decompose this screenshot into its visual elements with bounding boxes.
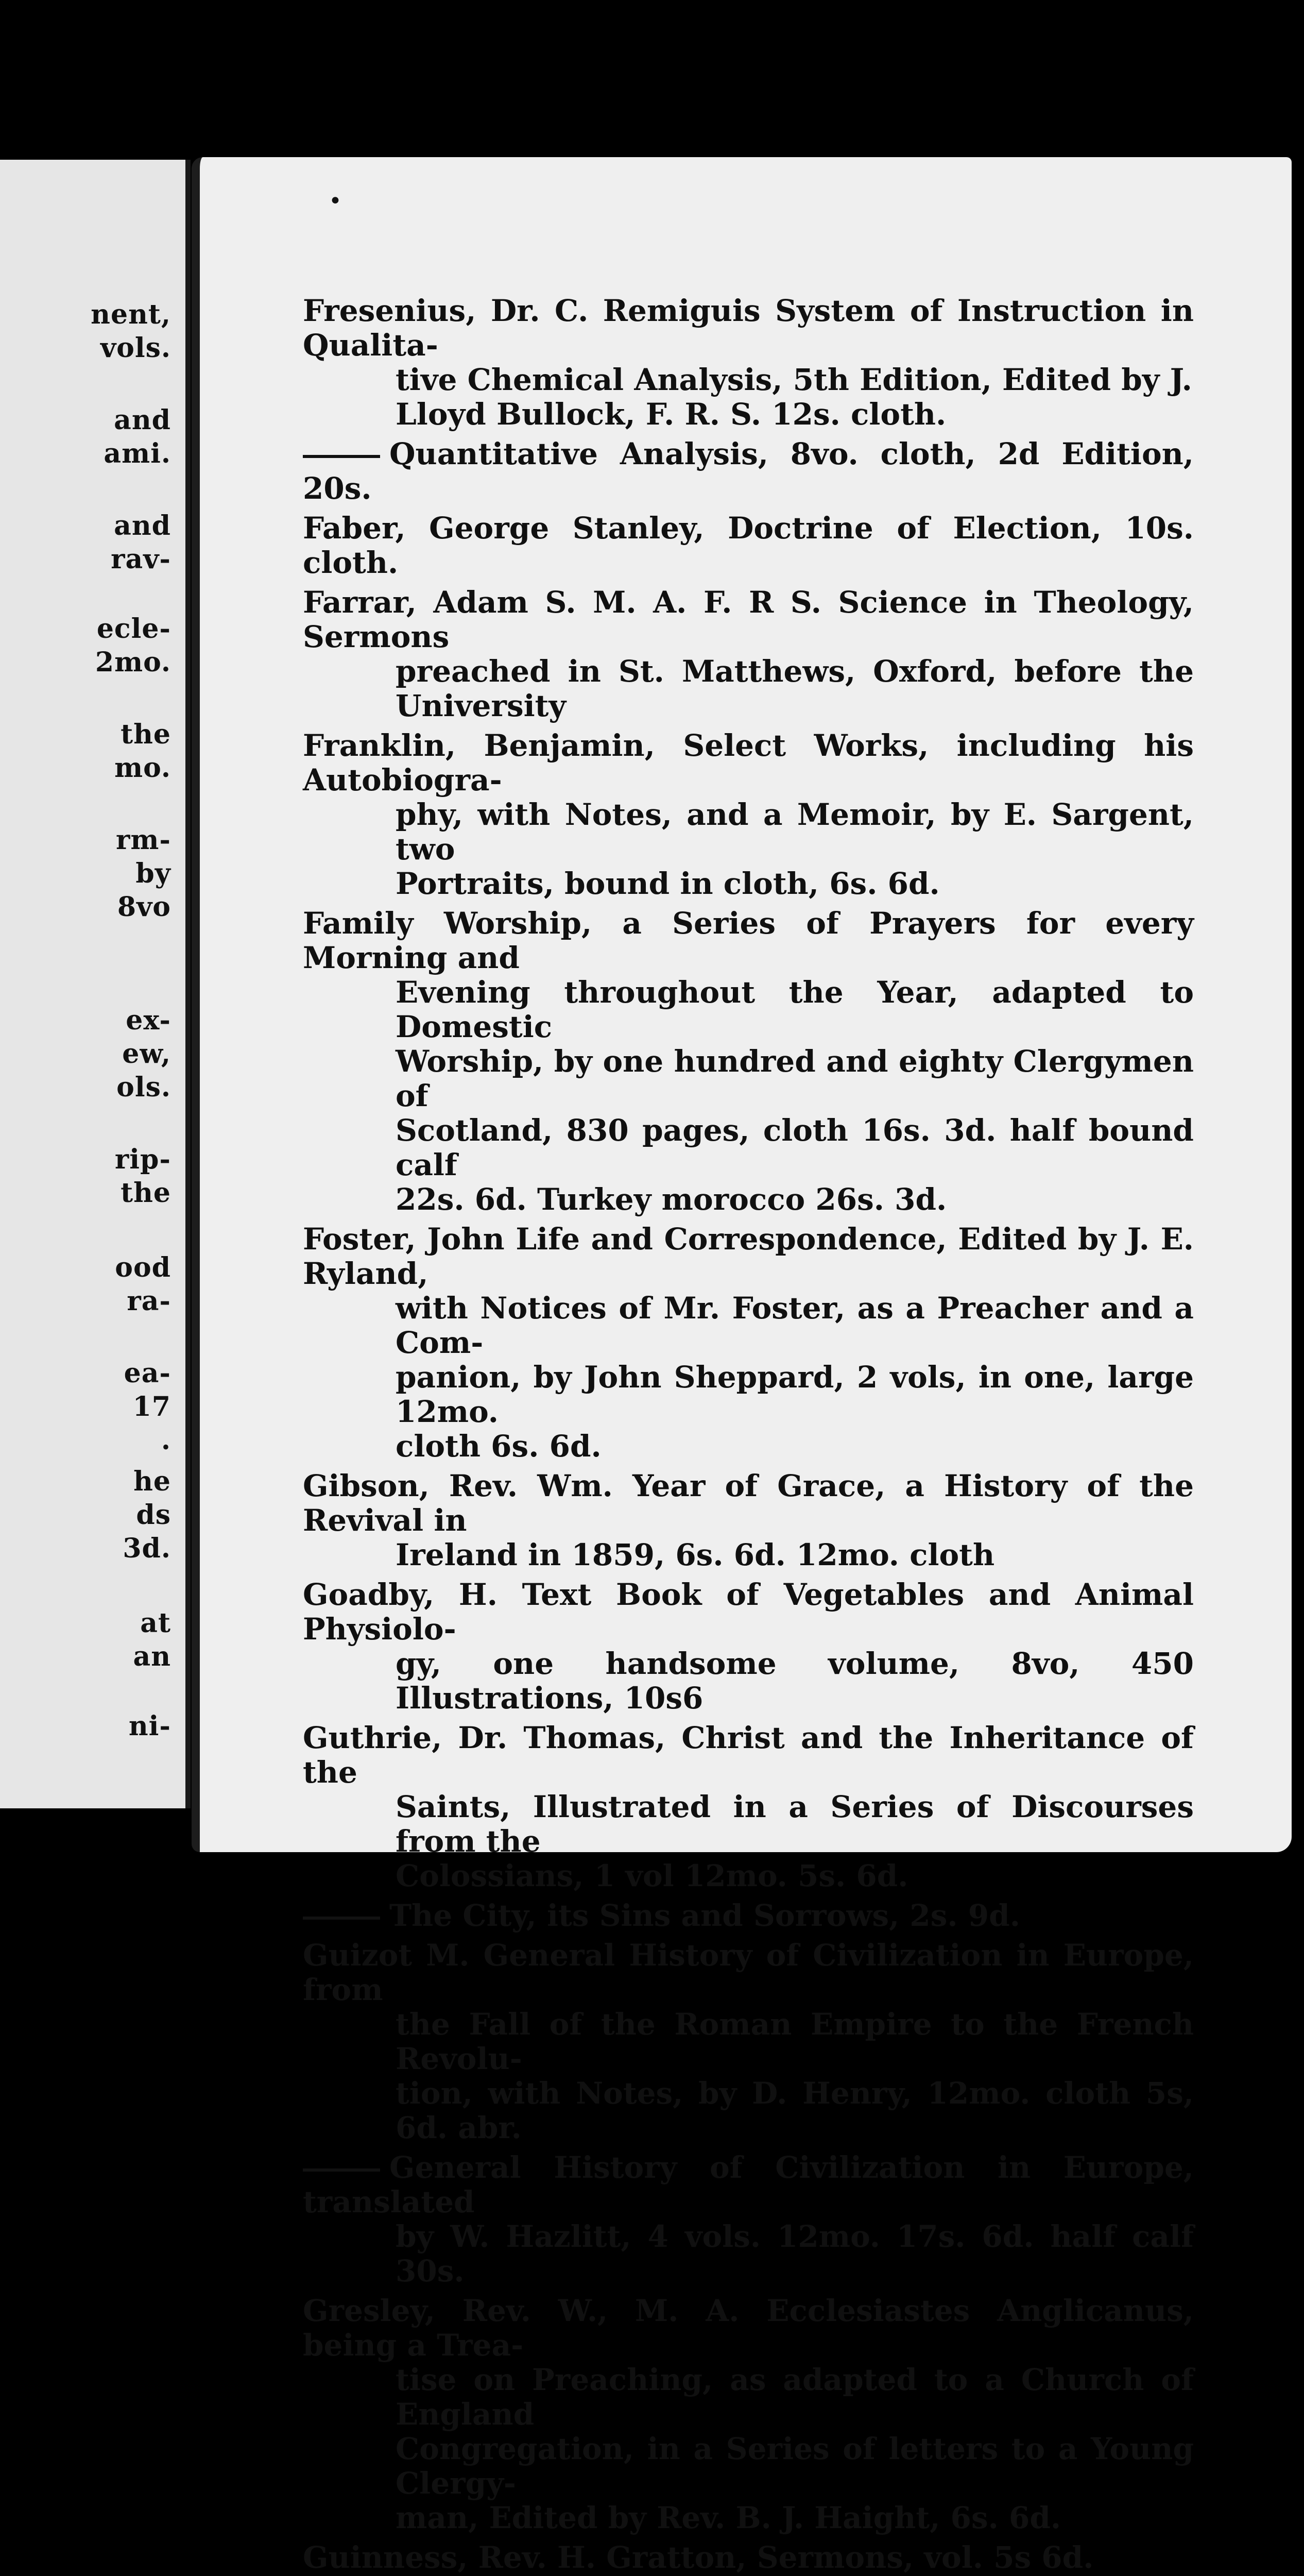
entry-continuation-line: Worship, by one hundred and eighty Clergymen of: [396, 1044, 1194, 1113]
entry-heading-line: [303, 585, 1194, 654]
entry-heading-text: Faber, George Stanley, Doctrine of Election, 10s. cloth.: [303, 511, 1194, 580]
left-page-text-fragment: 2mo.: [95, 647, 171, 678]
ditto-dash: [303, 2168, 380, 2172]
left-page-text-fragment: an: [133, 1641, 171, 1672]
left-page-text-fragment: ols.: [116, 1072, 171, 1103]
left-page-text-fragment: ea-: [124, 1358, 171, 1389]
entry-heading-line: [303, 906, 1194, 975]
entry-heading-text: Guinness, Rev. H. Gratton, Sermons, vol. 5s 6d.: [303, 2540, 1094, 2575]
entry-continuation-line: Congregation, in a Series of letters to a Young Clergy-: [396, 2431, 1194, 2501]
entry-continuation-line: tion, with Notes, by D. Henry, 12mo. cloth 5s, 6d. abr.: [396, 2076, 1194, 2145]
left-page-text-fragment: at: [140, 1607, 171, 1639]
catalogue-entry: [303, 1578, 1194, 1716]
entry-continuation-line: the Fall of the Roman Empire to the French Revolu-: [396, 2007, 1194, 2076]
entry-heading-text: Farrar, Adam S. M. A. F. R S. Science in Theology, Sermons: [303, 585, 1194, 654]
entry-continuation-line: by W. Hazlitt, 4 vols. 12mo. 17s. 6d. half calf 30s.: [396, 2219, 1194, 2289]
left-page-text-fragment: nent,: [91, 299, 171, 330]
entry-continuation-line: Scotland, 830 pages, cloth 16s. 3d. half bound calf: [396, 1113, 1194, 1182]
entry-continuation-line: Lloyd Bullock, F. R. S. 12s. cloth.: [396, 397, 947, 432]
entry-heading-text: General History of Civilization in Europe, translated: [303, 2150, 1194, 2219]
left-page-fragment: [0, 160, 191, 1808]
entry-heading-line: [303, 1721, 1194, 1790]
entry-heading-line: [303, 1899, 1194, 1933]
catalogue-entry: [303, 511, 1194, 580]
catalogue-entry: [303, 2294, 1194, 2535]
entry-continuation-line: tise on Preaching, as adapted to a Church of England: [396, 2362, 1194, 2432]
entry-heading-text: Quantitative Analysis, 8vo. cloth, 2d Edition, 20s.: [303, 436, 1194, 506]
entry-heading-text: Guizot M. General History of Civilization in Europe, from: [303, 1938, 1194, 2007]
entry-heading-line: [303, 1469, 1194, 1538]
catalogue-entry: [303, 1222, 1194, 1464]
entry-heading-line: [303, 1222, 1194, 1291]
left-page-text-fragment: mo.: [114, 752, 171, 784]
left-page-text-fragment: the: [121, 719, 171, 750]
left-page-text-fragment: .: [161, 1425, 171, 1456]
catalogue-entries: [303, 294, 1194, 2576]
entry-heading-text: Guthrie, Dr. Thomas, Christ and the Inheritance of the: [303, 1720, 1194, 1790]
catalogue-entry: [303, 437, 1194, 506]
entry-heading-line: [303, 2294, 1194, 2363]
left-page-text-fragment: ex-: [126, 1005, 171, 1036]
left-page-text-fragment: ni-: [128, 1710, 171, 1742]
entry-heading-text: Franklin, Benjamin, Select Works, including his Autobiogra-: [303, 728, 1194, 798]
left-page-text-fragment: 3d.: [123, 1533, 171, 1564]
entry-continuation-line: gy, one handsome volume, 8vo, 450 Illustrations, 10s6: [396, 1646, 1194, 1716]
left-page-text-fragment: ew,: [122, 1038, 171, 1070]
catalogue-entry: [303, 906, 1194, 1217]
catalogue-entry: [303, 294, 1194, 432]
left-page-text-fragment: ami.: [104, 438, 171, 469]
entry-heading-line: [303, 437, 1194, 506]
left-page-text-fragment: ra-: [127, 1285, 171, 1317]
ditto-dash: [303, 455, 380, 458]
entry-heading-line: [303, 294, 1194, 363]
catalogue-entry: [303, 585, 1194, 723]
entry-heading-text: Family Worship, a Series of Prayers for every Morning and: [303, 906, 1194, 975]
catalogue-entry: [303, 2540, 1194, 2575]
left-page-text-fragment: vols.: [100, 332, 171, 364]
entry-continuation-line: with Notices of Mr. Foster, as a Preacher and a Com-: [396, 1291, 1194, 1360]
entry-continuation-line: tive Chemical Analysis, 5th Edition, Edited by J.: [396, 362, 1192, 397]
entry-continuation-line: Saints, Illustrated in a Series of Discourses from the: [396, 1789, 1194, 1859]
catalogue-entry: [303, 1899, 1194, 1933]
left-page-text-fragment: rm-: [116, 824, 171, 856]
ditto-dash: [303, 1917, 380, 1920]
entry-heading-line: [303, 2540, 1194, 2575]
entry-heading-line: [303, 1578, 1194, 1647]
catalogue-entry: [303, 2150, 1194, 2289]
entry-continuation-line: preached in St. Matthews, Oxford, before the University: [396, 654, 1194, 723]
entry-heading-line: [303, 2150, 1194, 2219]
left-page-text-fragment: by: [135, 858, 171, 889]
entry-continuation-line: 22s. 6d. Turkey morocco 26s. 3d.: [396, 1182, 947, 1217]
left-page-text-fragment: and: [114, 404, 171, 436]
left-page-text-fragment: rip-: [114, 1144, 171, 1175]
entry-continuation-line: phy, with Notes, and a Memoir, by E. Sargent, two: [396, 797, 1194, 867]
right-page: [192, 157, 1292, 2575]
entry-heading-text: The City, its Sins and Sorrows, 2s. 9d.: [389, 1898, 1020, 1933]
entry-continuation-line: panion, by John Sheppard, 2 vols, in one, large 12mo.: [396, 1360, 1194, 1429]
left-page-text-fragment: and: [114, 510, 171, 541]
entry-heading-text: Goadby, H. Text Book of Vegetables and Animal Physiolo-: [303, 1577, 1194, 1647]
left-page-text-fragment: ecle-: [96, 613, 171, 645]
catalogue-entry: [303, 728, 1194, 901]
entry-heading-line: [303, 728, 1194, 798]
left-page-text-fragment: the: [121, 1177, 171, 1209]
catalogue-entry: [303, 1721, 1194, 1893]
entry-heading-line: [303, 1938, 1194, 2007]
catalogue-entry: [303, 1469, 1194, 1572]
entry-continuation-line: cloth 6s. 6d.: [396, 1429, 602, 1464]
left-page-text-fragment: ds: [136, 1499, 171, 1531]
margin-dot: •: [329, 188, 342, 214]
entry-continuation-line: Ireland in 1859, 6s. 6d. 12mo. cloth: [396, 1537, 995, 1572]
left-page-text-fragment: he: [133, 1466, 171, 1497]
entry-continuation-line: man, Edited by Rev. B. J. Haight, 6s. 6d.: [396, 2500, 1061, 2535]
entry-heading-text: Fresenius, Dr. C. Remiguis System of Instruction in Qualita-: [303, 293, 1194, 363]
entry-continuation-line: Colossians, 1 vol 12mo. 5s. 6d.: [396, 1858, 908, 1893]
left-page-text-fragment: 17: [132, 1391, 171, 1422]
entry-heading-text: Gresley, Rev. W., M. A. Ecclesiastes Anglicanus, being a Trea-: [303, 2293, 1194, 2363]
entry-heading-text: Gibson, Rev. Wm. Year of Grace, a History of the Revival in: [303, 1468, 1194, 1538]
entry-continuation-line: Evening throughout the Year, adapted to Domestic: [396, 975, 1194, 1044]
left-page-text-fragment: 8vo: [117, 891, 171, 923]
left-page-text-fragment: rav-: [111, 544, 171, 575]
entry-heading-text: Foster, John Life and Correspondence, Edited by J. E. Ryland,: [303, 1222, 1194, 1291]
entry-heading-line: [303, 511, 1194, 580]
catalogue-entry: [303, 1938, 1194, 2145]
entry-continuation-line: Portraits, bound in cloth, 6s. 6d.: [396, 866, 940, 901]
left-page-text-fragment: ood: [115, 1252, 171, 1283]
